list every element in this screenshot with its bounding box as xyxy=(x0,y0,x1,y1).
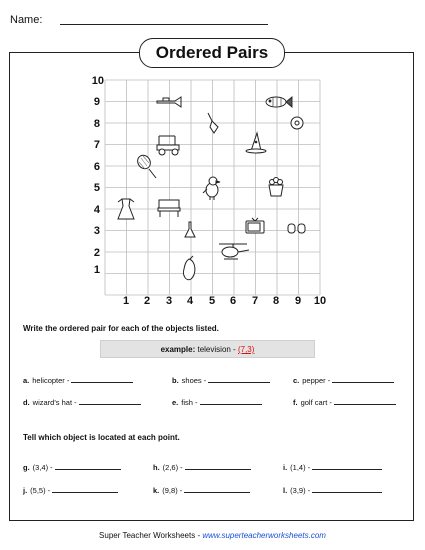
question-l xyxy=(283,486,382,495)
donut-icon xyxy=(291,117,303,129)
example-box xyxy=(100,340,315,358)
instructions-part1: Write the ordered pair for each of the objects listed. xyxy=(23,324,219,333)
television-icon xyxy=(246,218,264,233)
answer-blank[interactable] xyxy=(52,492,118,493)
answer-blank[interactable] xyxy=(208,382,270,383)
bench-icon xyxy=(158,200,180,217)
question-letter: e. xyxy=(172,398,179,407)
flower-pot-icon xyxy=(269,178,283,197)
footer xyxy=(0,531,425,540)
x-label: 2 xyxy=(143,295,151,307)
y-label: 3 xyxy=(93,225,100,237)
question-g xyxy=(23,463,121,472)
x-label: 3 xyxy=(165,295,173,307)
question-k xyxy=(153,486,250,495)
question-text: golf cart - xyxy=(300,398,332,407)
question-text: pepper - xyxy=(302,376,331,385)
mango-icon xyxy=(183,256,194,280)
question-text: (3,4) - xyxy=(32,463,53,472)
example-answer: (7,3) xyxy=(237,345,255,354)
question-text: fish - xyxy=(181,398,198,407)
question-e xyxy=(172,398,262,407)
answer-blank[interactable] xyxy=(312,469,382,470)
shoes-icon xyxy=(288,224,305,233)
name-label: Name: xyxy=(10,14,43,26)
question-letter: j. xyxy=(23,486,28,495)
answer-blank[interactable] xyxy=(79,404,141,405)
flask-icon xyxy=(185,222,195,237)
question-text: (5,5) - xyxy=(30,486,51,495)
y-label: 5 xyxy=(93,182,100,194)
question-letter: h. xyxy=(153,463,160,472)
x-label: 6 xyxy=(229,295,237,307)
question-letter: c. xyxy=(293,376,300,385)
trumpet-icon xyxy=(157,97,181,107)
question-b xyxy=(172,376,270,385)
y-label: 10 xyxy=(91,75,104,87)
question-text: shoes - xyxy=(181,376,207,385)
question-letter: b. xyxy=(172,376,179,385)
question-text: wizard's hat - xyxy=(32,398,77,407)
question-text: (3,9) - xyxy=(290,486,311,495)
answer-blank[interactable] xyxy=(332,382,394,383)
question-letter: l. xyxy=(283,486,288,495)
question-letter: i. xyxy=(283,463,288,472)
question-j xyxy=(23,486,118,495)
y-label: 4 xyxy=(93,204,100,216)
footer-text: Super Teacher Worksheets - xyxy=(99,531,203,540)
question-a xyxy=(23,376,133,385)
answer-blank[interactable] xyxy=(55,469,121,470)
answer-blank[interactable] xyxy=(71,382,133,383)
bird-icon xyxy=(203,177,220,200)
y-label: 1 xyxy=(93,264,100,276)
x-label: 5 xyxy=(208,295,216,307)
y-label: 9 xyxy=(93,96,100,108)
question-text: (1,4) - xyxy=(290,463,311,472)
y-label: 2 xyxy=(93,247,100,259)
x-label: 10 xyxy=(313,295,327,307)
answer-blank[interactable] xyxy=(184,492,250,493)
example-text: television - xyxy=(197,345,236,354)
golf-cart-icon xyxy=(157,136,179,155)
x-label: 1 xyxy=(122,295,130,307)
x-label: 9 xyxy=(294,295,302,307)
question-h xyxy=(153,463,251,472)
question-letter: k. xyxy=(153,486,160,495)
answer-blank[interactable] xyxy=(185,469,251,470)
footer-link[interactable]: www.superteacherworksheets.com xyxy=(202,531,326,540)
page-title: Ordered Pairs xyxy=(139,38,285,68)
x-label: 4 xyxy=(186,295,194,307)
y-label: 6 xyxy=(93,161,100,173)
wizard-hat-icon xyxy=(246,133,266,153)
answer-blank[interactable] xyxy=(334,404,396,405)
y-label: 7 xyxy=(93,139,100,151)
instructions-part2: Tell which object is located at each point. xyxy=(23,433,180,442)
y-label: 8 xyxy=(93,118,100,130)
question-text: helicopter - xyxy=(32,376,70,385)
x-label: 8 xyxy=(272,295,280,307)
question-letter: g. xyxy=(23,463,30,472)
question-letter: a. xyxy=(23,376,30,385)
answer-blank[interactable] xyxy=(200,404,262,405)
example-label: example: xyxy=(160,345,196,354)
question-i xyxy=(283,463,382,472)
answer-blank[interactable] xyxy=(312,492,382,493)
question-d xyxy=(23,398,141,407)
question-text: (2,6) - xyxy=(162,463,183,472)
x-label: 7 xyxy=(251,295,259,307)
question-f xyxy=(293,398,396,407)
question-text: (9,8) - xyxy=(162,486,183,495)
question-c xyxy=(293,376,394,385)
question-letter: d. xyxy=(23,398,30,407)
fish-icon xyxy=(266,97,292,107)
tennis-racket-icon xyxy=(135,153,156,178)
question-letter: f. xyxy=(293,398,298,407)
